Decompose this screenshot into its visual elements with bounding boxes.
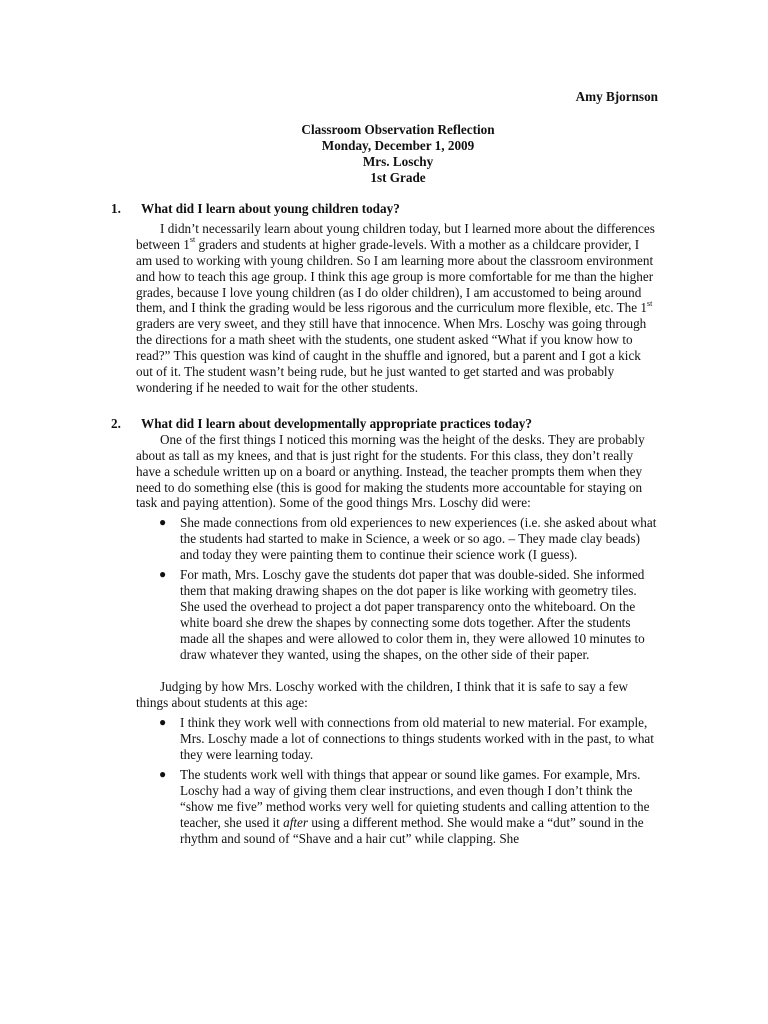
emphasis-after: after bbox=[283, 814, 309, 830]
document-header bbox=[0, 122, 768, 186]
grade-level: 1st Grade bbox=[370, 170, 426, 185]
teacher-name: Mrs. Loschy bbox=[362, 154, 434, 169]
superscript-st: st bbox=[189, 235, 196, 245]
question-1-number: 1. bbox=[111, 201, 121, 216]
bullet-icon: ● bbox=[159, 567, 167, 582]
list-item-text: She made connections from old experiences to new experiences (i.e. she asked about what the students had started to make in Science, a week or so ago. – They made clay beads) and today they were painting them to continue their science work (I guess). bbox=[180, 515, 657, 563]
question-1-text: What did I learn about young children today? bbox=[141, 201, 400, 216]
answer-1-part-c: graders are very sweet, and they still have that innocence. When Mrs. Loschy was going through the directions for a math sheet with the students, one student asked “What if you know how to read?” This question was kind of caught in the shuffle and ignored, but a parent and I got a kick out of it. The student wasn’t being rude, but he just wanted to get started and was probably wondering if he needed to wait for the other students. bbox=[136, 316, 647, 395]
question-1 bbox=[0, 201, 661, 217]
list-item bbox=[159, 715, 658, 763]
superscript-st: st bbox=[647, 299, 653, 309]
list-item bbox=[159, 567, 658, 662]
judging-paragraph: Judging by how Mrs. Loschy worked with the children, I think that it is safe to say a few things about students at this age: bbox=[136, 679, 629, 711]
document-body bbox=[0, 201, 768, 847]
question-2-number: 2. bbox=[111, 415, 121, 431]
bullet-icon: ● bbox=[159, 715, 167, 730]
document-title: Classroom Observation Reflection bbox=[301, 122, 495, 137]
document-date: Monday, December 1, 2009 bbox=[321, 138, 475, 153]
answer-2-paragraph: One of the first things I noticed this morning was the height of the desks. They are probably about as tall as my knees, and that is just right for the students. For this class, they don’t really have a schedule written up on a board or anything. Instead, the teacher prompts them when they need to do something else (this is good for making the students more accountable for staying on task and paying attention). Some of the good things Mrs. Loschy did were: bbox=[136, 431, 645, 511]
observations-list bbox=[0, 715, 768, 846]
list-item-text-part-a: The students work well with things that appear or sound like games. For example, Mrs. Loschy had a way of giving them clear instructions, and even though I don’t think the “show me five” method works very well for quieting students and calling attention to the teacher, she used it bbox=[180, 767, 650, 830]
bullet-icon: ● bbox=[159, 767, 167, 781]
answer-1-part-b: graders and students at higher grade-levels. With a mother as a childcare provider, I am used to working with young children. So I am learning more about the classroom environment and how to teach this age group. I think this age group is more comfortable for me than the higher grades, because I love young children (as I do older children), I am accustomed to being around them, and I think the grading would be less rigorous and the curriculum more flexible, etc. The 1 bbox=[136, 236, 654, 316]
list-item bbox=[159, 767, 658, 847]
answer-1-paragraph bbox=[136, 221, 658, 396]
answer-1-part-a: I didn’t necessarily learn about young children today, but I learned more about the differences between 1 bbox=[136, 220, 655, 252]
author-name: Amy Bjornson bbox=[575, 89, 658, 104]
practices-list bbox=[0, 515, 768, 662]
question-2 bbox=[0, 416, 661, 432]
list-item-text-part-b: using a different method. She would make a “dut” sound in the rhythm and sound of “Shave and a hair cut” while clapping. She bbox=[180, 814, 644, 846]
list-item-text: For math, Mrs. Loschy gave the students dot paper that was double-sided. She informed them that making drawing shapes on the dot paper is like working with geometry tiles. She used the overhead to project a dot paper transparency onto the whiteboard. On the white board she drew the shapes by connecting some dots together. After the students made all the shapes and were allowed to color them in, they were allowed 10 minutes to draw whatever they wanted, using the shapes, on the other side of their paper. bbox=[180, 567, 645, 662]
bullet-icon: ● bbox=[159, 515, 167, 530]
list-item-text: I think they work well with connections from old material to new material. For example, Mrs. Loschy made a lot of connections to things students worked with in the past, to what they were learning today. bbox=[180, 715, 654, 763]
question-2-text: What did I learn about developmentally appropriate practices today? bbox=[141, 415, 532, 431]
list-item bbox=[159, 515, 658, 563]
